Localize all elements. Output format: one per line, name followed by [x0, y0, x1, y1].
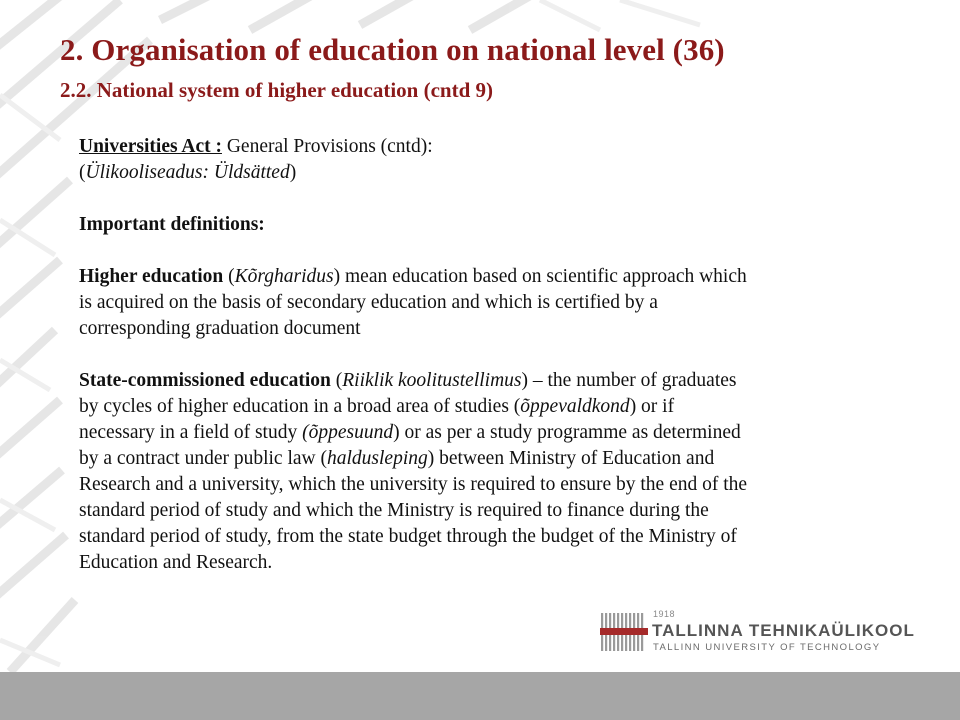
slide-body [79, 134, 919, 576]
slide-title: 2. Organisation of education on national level (36) [60, 32, 725, 67]
state-commissioned-line-8: Education and Research. [79, 552, 273, 573]
definitions-heading: Important definitions: [79, 214, 265, 235]
logo-subtitle: TALLINN UNIVERSITY OF TECHNOLOGY [653, 642, 881, 653]
text-segment: by cycles of higher education in a broad area of studies ( [79, 396, 521, 417]
paren-open: ( [79, 162, 86, 183]
logo-year: 1918 [653, 609, 676, 619]
footer-band [0, 672, 960, 720]
higher-education-term: Higher education [79, 266, 224, 287]
state-commissioned-term: State-commissioned education [79, 370, 331, 391]
text-segment: ) between Ministry of Education and [427, 448, 715, 469]
state-commissioned-term-local: Riiklik koolitustellimus [342, 370, 522, 391]
state-commissioned-line-7: standard period of study, from the state budget through the budget of the Ministry of [79, 526, 737, 547]
paren-open: ( [330, 370, 343, 391]
local-term: õppevaldkond [520, 396, 630, 417]
state-commissioned-line-4 [79, 446, 919, 472]
higher-education-line-2: is acquired on the basis of secondary education and which is certified by a [79, 292, 658, 313]
paren-open: ( [223, 266, 235, 287]
paren-close: ) [289, 162, 297, 183]
local-term: (õppesuund [302, 422, 394, 443]
text-segment: by a contract under public law ( [79, 448, 327, 469]
higher-education-line-3: corresponding graduation document [79, 318, 361, 339]
slide-subtitle: 2.2. National system of higher education (cntd 9) [60, 78, 494, 102]
logo-mark-icon [600, 611, 648, 653]
act-label: Universities Act : [79, 136, 222, 157]
state-commissioned-line-5: Research and a university, which the university is required to ensure by the end of the [79, 474, 748, 495]
state-commissioned-line-2 [79, 394, 919, 420]
state-commissioned-line-6: standard period of study and which the Ministry is required to finance during the [79, 500, 709, 521]
act-rest: General Provisions (cntd): [221, 136, 433, 157]
logo-name: TALLINNA TEHNIKAÜLIKOOL [652, 621, 915, 640]
university-logo [600, 609, 915, 655]
state-commissioned-line-1 [79, 368, 919, 394]
higher-education-text: ) mean education based on scientific approach which [333, 266, 747, 287]
text-segment: ) or if [629, 396, 675, 417]
act-translation: Ülikooliseadus: Üldsätted [85, 162, 290, 183]
state-commissioned-line-3 [79, 420, 919, 446]
local-term: haldusleping [327, 448, 428, 469]
act-line [79, 134, 919, 160]
act-translation-line [79, 160, 919, 186]
state-commissioned-text: ) – the number of graduates [521, 370, 737, 391]
text-segment: ) or as per a study programme as determined [393, 422, 741, 443]
higher-education-term-local: Kõrgharidus [234, 266, 334, 287]
higher-education-line-1 [79, 264, 919, 290]
text-segment: necessary in a field of study [79, 422, 303, 443]
